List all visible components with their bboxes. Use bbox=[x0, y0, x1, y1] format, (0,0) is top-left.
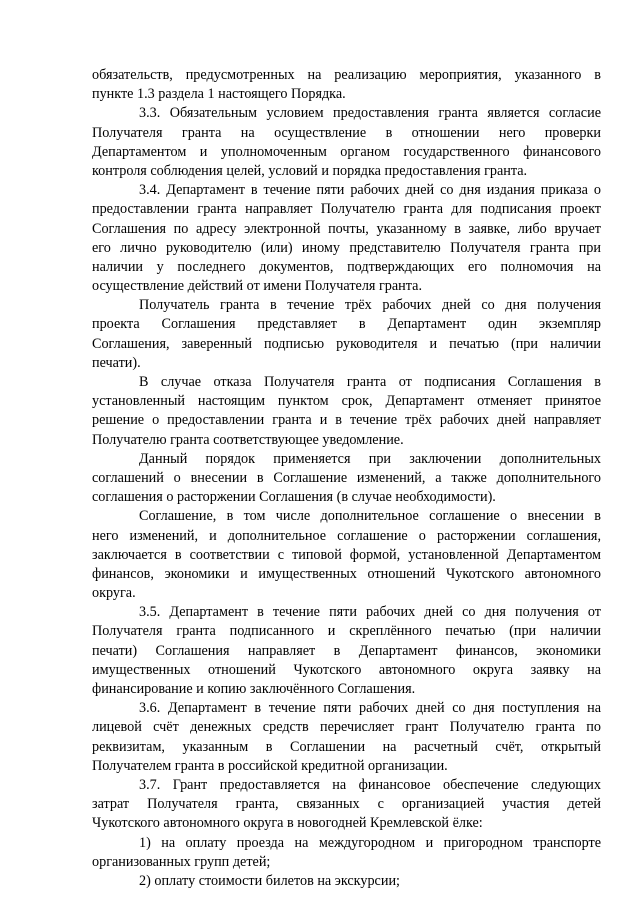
text-line: контроля соблюдения целей, условий и порядка предоставления гранта. bbox=[92, 162, 528, 179]
text-line: проекта Соглашения представляет в Департамент один экземпляр bbox=[92, 316, 601, 333]
text-line: 3.7. Грант предоставляется на финансовое обеспечение следующих bbox=[139, 776, 601, 793]
text-line: Данный порядок применяется при заключении дополнительных bbox=[139, 450, 601, 467]
text-line: осуществление действий от имени Получателя гранта. bbox=[92, 278, 422, 295]
text-line: В случае отказа Получателя гранта от подписания Соглашения в bbox=[139, 374, 601, 390]
text-line: лицевой счёт денежных средств перечисляет грант Получателю гранта по bbox=[92, 719, 601, 736]
text-line: реквизитам, указанным в Соглашении на расчетный счёт, открытый bbox=[92, 738, 601, 755]
text-line: финансирование и копию заключённого Соглашения. bbox=[92, 681, 416, 697]
text-line: финансов, экономики и имущественных отношений Чукотского автономного bbox=[92, 565, 601, 582]
text-line: Соглашения, заверенный подписью руководителя и печатью (при наличии bbox=[92, 335, 601, 352]
text-line: печати) Соглашения направляет в Департамент финансов, экономики bbox=[92, 642, 601, 659]
text-line: Чукотского автономного округа в новогодней Кремлевской ёлке: bbox=[92, 815, 483, 832]
text-line: Получателя гранта подписанного и скреплённого печатью (при наличии bbox=[92, 623, 601, 640]
text-line: 1) на оплату проезда на междугородном и пригородном транспорте bbox=[139, 834, 601, 851]
text-line: Получателю гранта соответствующее уведомление. bbox=[92, 431, 404, 448]
text-line: Получатель гранта в течение трёх рабочих дней со дня получения bbox=[139, 297, 601, 314]
text-line: Получателя гранта на осуществление в отношении него проверки bbox=[92, 124, 601, 141]
text-line: соглашения о расторжении Соглашения (в случае необходимости). bbox=[92, 489, 496, 506]
text-line: него изменений, и дополнительное соглашение о расторжении соглашения, bbox=[92, 527, 601, 544]
text-line: Получателем гранта в российской кредитной организации. bbox=[92, 757, 448, 774]
text-line: соглашений о внесении в Соглашение изменений, а также дополнительного bbox=[92, 469, 601, 486]
text-line: 3.3. Обязательным условием предоставления гранта является согласие bbox=[139, 105, 601, 122]
text-line: обязательств, предусмотренных на реализацию мероприятия, указанного в bbox=[92, 67, 601, 83]
text-line: имущественных отношений Чукотского автономного округа заявку на bbox=[92, 661, 601, 678]
text-line: Соглашение, в том числе дополнительное соглашение о внесении в bbox=[139, 508, 601, 525]
text-line: предоставлении гранта направляет Получателю гранта для подписания проект bbox=[92, 201, 601, 218]
text-line: установленный настоящим пунктом срок, Департамент отменяет принятое bbox=[92, 393, 601, 410]
text-line: его лично руководителю (или) иному представителю Получателя гранта при bbox=[92, 239, 601, 256]
text-line: организованных групп детей; bbox=[92, 853, 271, 870]
text-line: печати). bbox=[92, 354, 141, 371]
text-line: округа. bbox=[92, 585, 136, 602]
text-line: пункте 1.3 раздела 1 настоящего Порядка. bbox=[92, 86, 346, 103]
text-line: наличии у последнего документов, подтверждающих его полномочия на bbox=[92, 258, 601, 275]
text-line: Соглашения по адресу электронной почты, указанному в заявке, либо вручает bbox=[92, 220, 601, 237]
text-line: 2) оплату стоимости билетов на экскурсии; bbox=[139, 872, 400, 889]
text-line: 3.5. Департамент в течение пяти рабочих дней со дня получения от bbox=[139, 604, 601, 621]
text-line: 3.4. Департамент в течение пяти рабочих дней со дня издания приказа о bbox=[139, 182, 601, 199]
text-line: заключается в соответствии с типовой формой, установленной Департаментом bbox=[92, 546, 601, 563]
text-line: затрат Получателя гранта, связанных с организацией участия детей bbox=[92, 796, 601, 813]
text-line: Департаментом и уполномоченным органом государственного финансового bbox=[92, 143, 601, 160]
text-line: решение о предоставлении гранта и в течение трёх рабочих дней направляет bbox=[92, 412, 601, 429]
document-page bbox=[92, 66, 601, 891]
text-line: 3.6. Департамент в течение пяти рабочих дней со дня поступления на bbox=[139, 700, 601, 717]
